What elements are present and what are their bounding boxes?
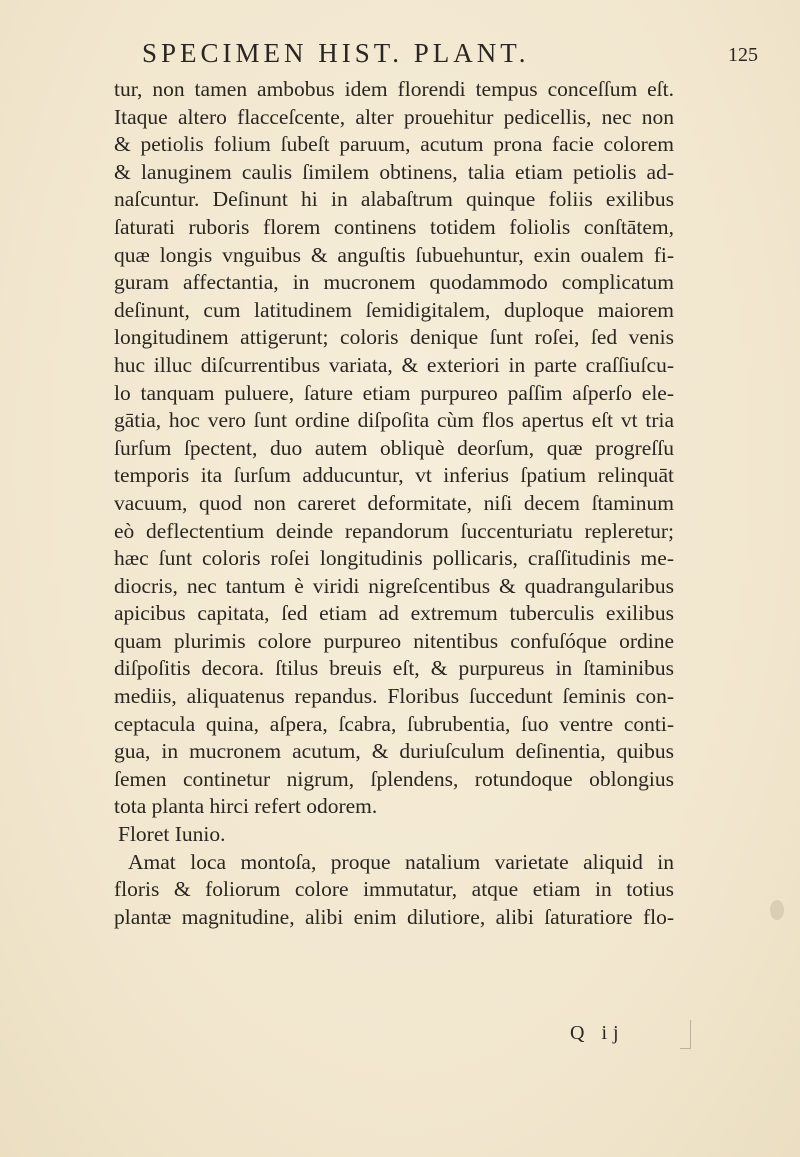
text-line: tur, non tamen ambobus idem florendi tempus conceſſum eſt. — [114, 77, 674, 101]
text-line: ſemen continetur nigrum, ſplendens, rotundoque oblongius — [114, 766, 674, 791]
corner-mark — [680, 1020, 691, 1049]
text-line: ſurſum ſpectent, duo autem obliquè deorſum, quæ progreſſu — [114, 435, 674, 460]
signature-mark: Q ij — [570, 1022, 625, 1044]
text-line: diocris, nec tantum è viridi nigreſcentibus & quadrangularibus — [114, 573, 674, 598]
text-line: & lanuginem caulis ſimilem obtinens, talia etiam petiolis ad- — [114, 159, 674, 184]
running-title: SPECIMEN HIST. PLANT. — [142, 38, 530, 68]
text-line: apicibus capitata, ſed etiam ad extremum tuberculis exilibus — [114, 601, 674, 626]
text-line: diſpoſitis decora. ſtilus breuis eſt, & purpureus in ſtaminibus — [114, 656, 674, 681]
text-line: tota planta hirci refert odorem. — [114, 794, 378, 819]
text-line: Amat loca montoſa, proque natalium varietate aliquid in — [128, 849, 674, 874]
text-line: eò deflectentium deinde repandorum ſuccenturiatu repleretur; — [114, 518, 674, 543]
text-line: deſinunt, cum latitudinem ſemidigitalem, duploque maiorem — [114, 297, 674, 322]
text-line: Floret Iunio. — [118, 822, 226, 847]
text-line: mediis, aliquatenus repandus. Floribus ſuccedunt ſeminis con- — [114, 684, 674, 709]
text-line: Itaque altero flacceſcente, alter prouehitur pedicellis, nec non — [114, 104, 674, 129]
text-line: guram affectantia, in mucronem quodammodo complicatum — [114, 270, 674, 295]
margin-smudge — [770, 900, 784, 920]
text-line: temporis ita ſurſum adducuntur, vt inferius ſpatium relinquāt — [114, 463, 674, 488]
text-line: gātia, hoc vero ſunt ordine diſpoſita cùm flos apertus eſt vt tria — [114, 408, 674, 433]
text-line: quam plurimis colore purpureo nitentibus confuſóque ordine — [114, 628, 674, 653]
text-line: longitudinem attigerunt; coloris denique ſunt roſei, ſed venis — [114, 325, 674, 350]
text-line: naſcuntur. Deſinunt hi in alabaſtrum quinque foliis exilibus — [114, 187, 674, 212]
text-line: quæ longis vnguibus & anguſtis ſubuehuntur, exin oualem fi- — [114, 242, 674, 267]
text-line: ceptacula quina, aſpera, ſcabra, ſubrubentia, ſuo ventre conti- — [114, 711, 674, 736]
running-header — [0, 38, 800, 78]
text-line: vacuum, quod non careret deformitate, niſi decem ſtaminum — [114, 490, 674, 515]
page-number: 125 — [728, 44, 758, 66]
text-line: hæc ſunt coloris roſei longitudinis pollicaris, craſſitudinis me- — [114, 546, 674, 571]
text-line: huc illuc diſcurrentibus variata, & exteriori in parte craſſiuſcu- — [114, 352, 674, 377]
body-text — [114, 76, 674, 931]
text-line: plantæ magnitudine, alibi enim dilutiore, alibi ſaturatiore flo- — [114, 904, 674, 929]
text-line: gua, in mucronem acutum, & duriuſculum deſinentia, quibus — [114, 739, 674, 764]
text-line: ſaturati ruboris florem continens totidem foliolis conſtātem, — [114, 214, 674, 239]
text-line: lo tanquam puluere, ſature etiam purpureo paſſim aſperſo ele- — [114, 380, 674, 405]
text-line: floris & foliorum colore immutatur, atque etiam in totius — [114, 877, 674, 902]
text-line: & petiolis folium ſubeſt paruum, acutum prona facie colorem — [114, 132, 674, 157]
